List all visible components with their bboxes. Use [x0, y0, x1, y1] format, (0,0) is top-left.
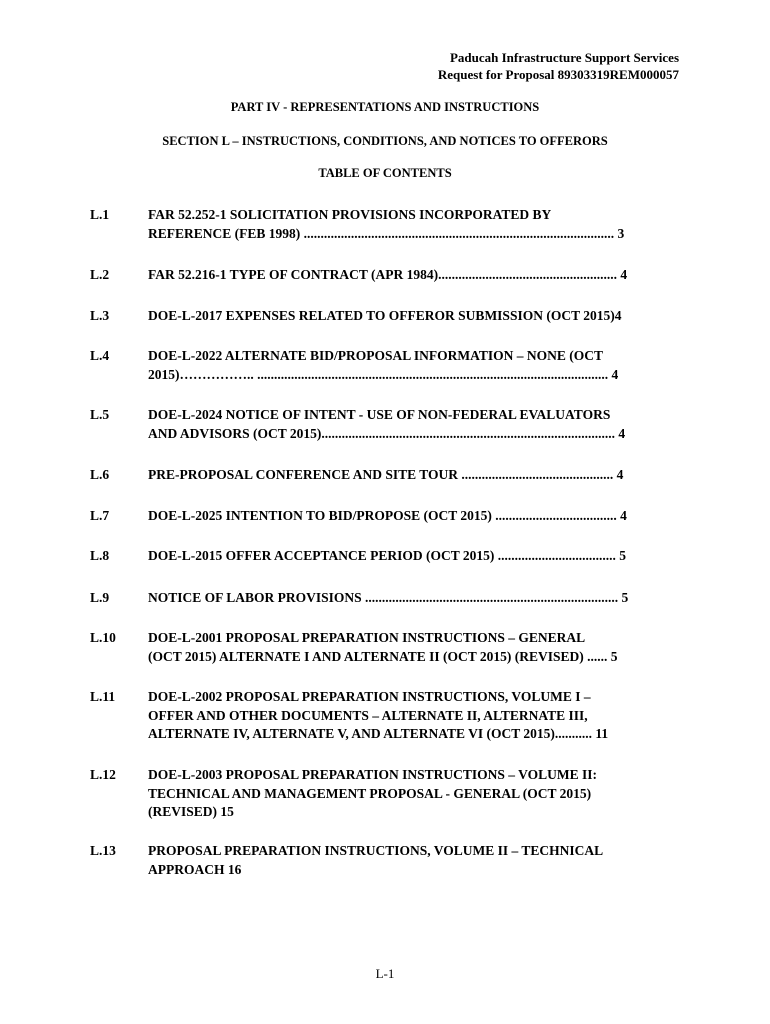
toc-entry[interactable] — [90, 766, 682, 822]
toc-entry-number: L.5 — [90, 407, 110, 422]
toc-entry[interactable] — [90, 589, 682, 608]
toc-entry-line: DOE-L-2002 PROPOSAL PREPARATION INSTRUCTIONS, VOLUME I – — [148, 689, 591, 704]
toc-entry-title — [148, 547, 682, 566]
toc-entry-number: L.11 — [90, 689, 116, 704]
toc-entry[interactable] — [90, 547, 682, 566]
toc-entry-title — [148, 842, 682, 879]
toc-entry-title — [148, 307, 682, 326]
toc-entry-line: DOE-L-2015 OFFER ACCEPTANCE PERIOD (OCT 2015) ................................... 5 — [148, 548, 627, 563]
toc-entry-line: DOE-L-2022 ALTERNATE BID/PROPOSAL INFORMATION – NONE (OCT — [148, 348, 604, 363]
toc-entry-line: TECHNICAL AND MANAGEMENT PROPOSAL - GENERAL (OCT 2015) — [148, 785, 592, 801]
document-header — [438, 49, 679, 83]
toc-entry[interactable] — [90, 688, 682, 744]
toc-entry-title — [148, 507, 682, 526]
toc-entry-number: L.10 — [90, 630, 116, 645]
toc-entry-title — [148, 466, 682, 485]
toc-entry-line: (REVISED) 15 — [148, 804, 234, 819]
toc-entry-line: 2015)…………….. ........................................................................................................ 4 — [148, 366, 619, 382]
toc-entry-line: DOE-L-2017 EXPENSES RELATED TO OFFEROR SUBMISSION (OCT 2015)4 — [148, 308, 622, 323]
toc-entry[interactable] — [90, 406, 682, 443]
toc-entry-number: L.4 — [90, 348, 110, 363]
toc-entry-line: ALTERNATE IV, ALTERNATE V, AND ALTERNATE VI (OCT 2015)........... 11 — [148, 726, 609, 741]
toc-entry[interactable] — [90, 307, 682, 326]
toc-entry-number: L.3 — [90, 308, 110, 323]
toc-entry-title — [148, 766, 682, 822]
toc-entry[interactable] — [90, 466, 682, 485]
toc-title: TABLE OF CONTENTS — [318, 166, 452, 180]
toc-entry-line: FAR 52.216-1 TYPE OF CONTRACT (APR 1984)..................................................... 4 — [148, 267, 628, 282]
toc-entry-number: L.9 — [90, 590, 110, 605]
toc-entry-title — [148, 266, 682, 285]
toc-entry-title — [148, 347, 682, 384]
toc-entry-line: REFERENCE (FEB 1998) ............................................................................................ 3 — [148, 225, 625, 241]
toc-entry-line: DOE-L-2003 PROPOSAL PREPARATION INSTRUCTIONS – VOLUME II: — [148, 767, 598, 782]
toc-entry-line: OFFER AND OTHER DOCUMENTS – ALTERNATE II, ALTERNATE III, — [148, 707, 588, 723]
toc-entry-number: L.1 — [90, 207, 110, 222]
toc-entry-line: FAR 52.252-1 SOLICITATION PROVISIONS INCORPORATED BY — [148, 207, 552, 222]
toc-entry[interactable] — [90, 266, 682, 285]
toc-entry-line: DOE-L-2025 INTENTION TO BID/PROPOSE (OCT 2015) .................................... 4 — [148, 508, 627, 523]
toc-entry[interactable] — [90, 507, 682, 526]
toc-entry[interactable] — [90, 842, 682, 879]
toc-entry-number: L.13 — [90, 843, 116, 858]
toc-entry-line: DOE-L-2024 NOTICE OF INTENT - USE OF NON-FEDERAL EVALUATORS — [148, 407, 611, 422]
toc-entry-line: APPROACH 16 — [148, 861, 242, 877]
toc-entry-title — [148, 589, 682, 608]
toc-entry[interactable] — [90, 629, 682, 666]
toc-entry-number: L.2 — [90, 267, 110, 282]
toc-entry-line: NOTICE OF LABOR PROVISIONS ........................................................................... 5 — [148, 590, 629, 605]
toc-entry-title — [148, 629, 682, 666]
toc-entry-line: PROPOSAL PREPARATION INSTRUCTIONS, VOLUME II – TECHNICAL — [148, 843, 604, 858]
toc-entry[interactable] — [90, 347, 682, 384]
toc-entry[interactable] — [90, 206, 682, 243]
toc-entry-number: L.7 — [90, 508, 110, 523]
toc-entry-number: L.12 — [90, 767, 116, 782]
toc-entry-title — [148, 406, 682, 443]
toc-entry-line: AND ADVISORS (OCT 2015)....................................................................................... 4 — [148, 425, 626, 441]
toc-entry-title — [148, 206, 682, 243]
header-rfp-number: Request for Proposal 89303319REM000057 — [437, 67, 679, 82]
toc-entry-number: L.6 — [90, 467, 110, 482]
toc-entry-line: PRE-PROPOSAL CONFERENCE AND SITE TOUR ............................................. 4 — [148, 467, 624, 482]
page-number: L-1 — [375, 966, 395, 981]
part-title: PART IV - REPRESENTATIONS AND INSTRUCTIONS — [230, 100, 540, 114]
toc-entry-number: L.8 — [90, 548, 110, 563]
header-program-name: Paducah Infrastructure Support Services — [449, 50, 679, 65]
section-title: SECTION L – INSTRUCTIONS, CONDITIONS, AND NOTICES TO OFFERORS — [162, 134, 608, 148]
toc-entry-line: (OCT 2015) ALTERNATE I AND ALTERNATE II (OCT 2015) (REVISED) ...... 5 — [148, 648, 618, 664]
toc-entry-line: DOE-L-2001 PROPOSAL PREPARATION INSTRUCTIONS – GENERAL — [148, 630, 586, 645]
toc-entry-title — [148, 688, 682, 744]
